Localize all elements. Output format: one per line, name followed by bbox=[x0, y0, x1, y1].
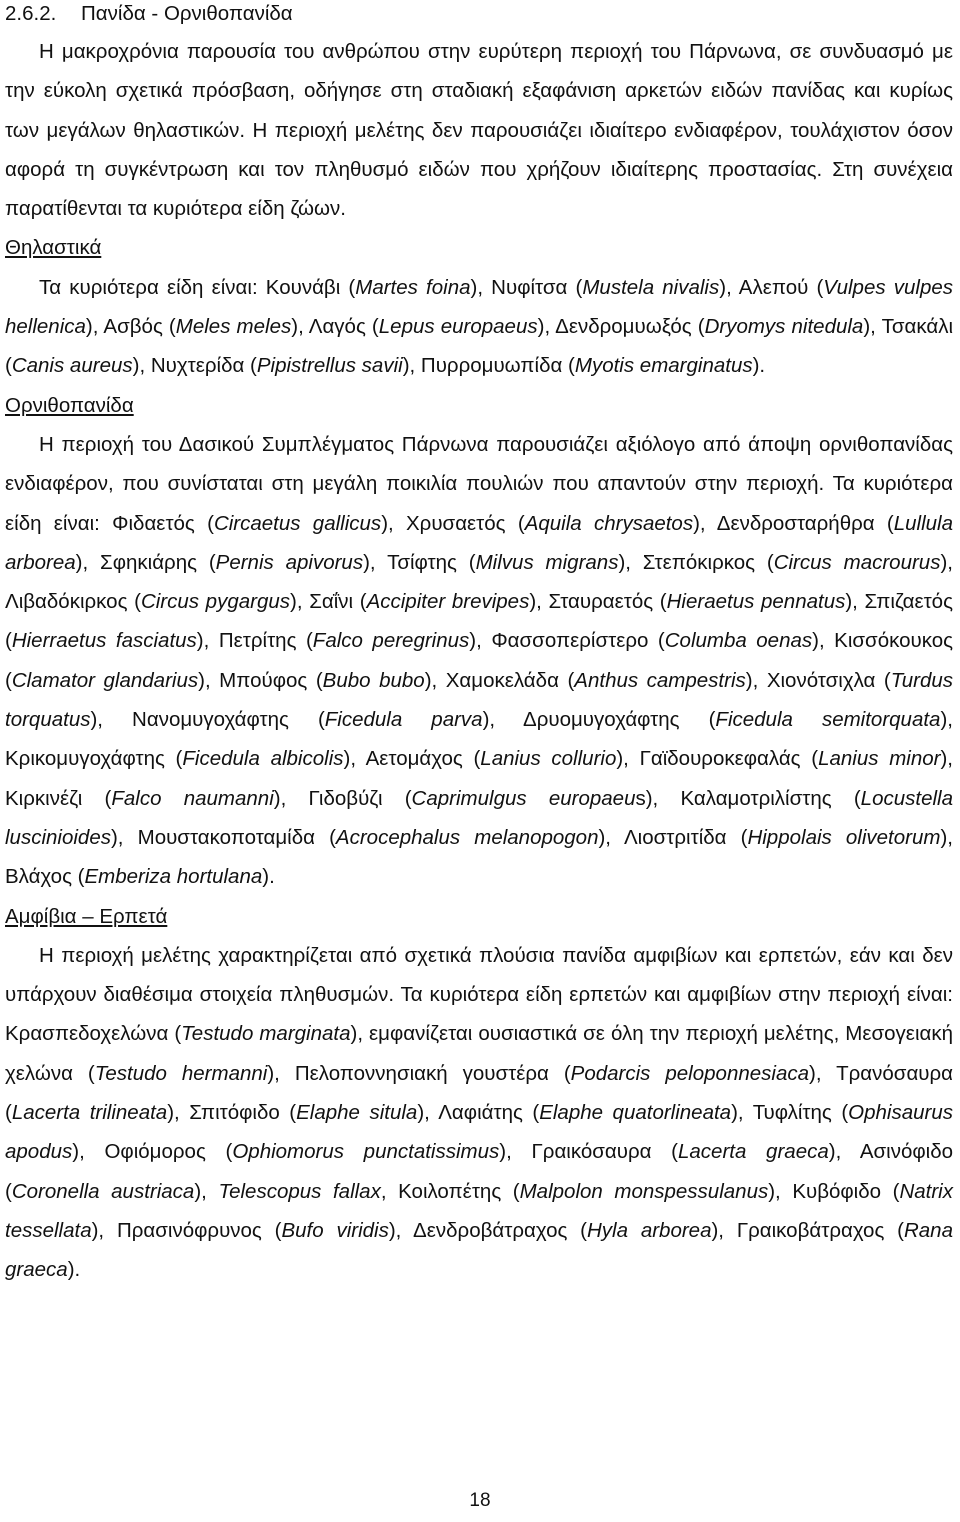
text-run: ), Αλεπού ( bbox=[719, 275, 824, 299]
birds-heading: Ορνιθοπανίδα bbox=[5, 393, 134, 417]
text-run: ), Πετρίτης ( bbox=[196, 629, 313, 653]
species-latin-name: Mustela nivalis bbox=[582, 275, 720, 299]
text-run: ), bbox=[194, 1179, 219, 1203]
text-run: ), Αετομάχος ( bbox=[343, 747, 481, 771]
text-run: ), εμφανίζεται ουσιαστικά σε όλη την περιοχή μελέτης, Μεσογειακή χελώνα ( bbox=[5, 1022, 953, 1085]
species-latin-name: Ophisaurus apodus bbox=[5, 1101, 953, 1164]
species-latin-name: Locustella luscinioides bbox=[5, 786, 953, 849]
text-run: ), Δενδροβάτραχος ( bbox=[388, 1218, 587, 1242]
text-run: ), Χιονότσιχλα ( bbox=[745, 668, 891, 692]
species-latin-name: Natrix tessellata bbox=[5, 1179, 953, 1242]
text-run: ), Σπιζαετός ( bbox=[5, 590, 953, 653]
species-latin-name: Falco peregrinus bbox=[312, 629, 470, 653]
text-run: ), Χρυσαετός ( bbox=[381, 511, 525, 535]
species-latin-name: Lullula arborea bbox=[5, 511, 954, 574]
amphibians-heading: Αμφίβια – Ερπετά bbox=[5, 904, 168, 928]
text-run: ), Λιβαδόκιρκος ( bbox=[5, 550, 953, 614]
text-run: ), Λαγός ( bbox=[291, 315, 379, 339]
species-latin-name: Bubo bubo bbox=[322, 668, 425, 692]
text-run: ), Πελοποννησιακή γουστέρα ( bbox=[267, 1061, 571, 1085]
text-run: ), Πυρρομυωπίδα ( bbox=[402, 354, 575, 378]
species-latin-name: Anthus campestris bbox=[574, 668, 746, 692]
species-latin-name: Bufo viridis bbox=[281, 1218, 389, 1242]
section-number: 2.6.2. bbox=[5, 2, 57, 25]
species-latin-name: Pernis apivorus bbox=[215, 550, 364, 574]
text-run: ), Φασσοπερίστερο ( bbox=[469, 629, 665, 653]
species-latin-name: Milvus migrans bbox=[475, 550, 619, 574]
species-latin-name: Podarcis peloponnesiaca bbox=[570, 1061, 809, 1085]
text-run: ), Σπιτόφιδο ( bbox=[167, 1101, 297, 1125]
text-run: ), Νανομυγοχάφτης ( bbox=[90, 708, 325, 732]
species-latin-name: Ophiomorus punctatissimus bbox=[232, 1140, 500, 1164]
species-latin-name: Testudo hermanni bbox=[94, 1061, 268, 1085]
text-run: ), Τσίφτης ( bbox=[363, 550, 476, 574]
text-run: s), Καλαμοτριλίστης ( bbox=[635, 786, 861, 810]
species-latin-name: Turdus torquatus bbox=[5, 668, 954, 732]
species-latin-name: Acrocephalus melanopogon bbox=[335, 825, 599, 849]
text-run: ), Βλάχος ( bbox=[5, 825, 953, 889]
text-run: ), Νυφίτσα ( bbox=[470, 275, 583, 299]
species-latin-name: Caprimulgus europaeu bbox=[411, 786, 636, 810]
text-run: ), Τυφλίτης ( bbox=[731, 1101, 849, 1125]
text-run: ), Μουστακοποταμίδα ( bbox=[110, 825, 336, 849]
intro-paragraph bbox=[5, 32, 953, 228]
species-latin-name: Clamator glandarius bbox=[11, 668, 199, 692]
text-run: Τα κυριότερα είδη είναι: Κουνάβι ( bbox=[39, 275, 356, 299]
text-run: ), Γιδοβύζι ( bbox=[273, 786, 412, 810]
text-run: ), Σταυραετός ( bbox=[529, 590, 667, 614]
species-latin-name: Malpolon monspessulanus bbox=[519, 1179, 769, 1203]
species-latin-name: Accipiter brevipes bbox=[366, 590, 530, 614]
text-run: ), Σφηκιάρης ( bbox=[75, 550, 216, 574]
amphibians-paragraph bbox=[5, 936, 953, 1290]
species-latin-name: Hippolais olivetorum bbox=[747, 825, 941, 849]
species-latin-name: Aquila chrysaetos bbox=[524, 511, 694, 535]
text-run: ), Τρανόσαυρα ( bbox=[5, 1061, 954, 1125]
species-latin-name: Elaphe situla bbox=[296, 1101, 418, 1125]
species-latin-name: Martes foina bbox=[355, 275, 471, 299]
species-latin-name: Lanius minor bbox=[818, 747, 941, 771]
text-run: ), Σαΐνι ( bbox=[290, 590, 367, 614]
species-latin-name: Hierraetus fasciatus bbox=[11, 629, 197, 653]
text-run: ). bbox=[752, 354, 766, 378]
text-run: ), Ασινόφιδο ( bbox=[5, 1140, 954, 1203]
species-latin-name: Vulpes vulpes hellenica bbox=[5, 275, 954, 339]
text-run: , Κοιλοπέτης ( bbox=[380, 1179, 520, 1203]
text-run: ), Δενδρομυωξός ( bbox=[537, 315, 705, 339]
species-latin-name: Ficedula albicolis bbox=[182, 747, 344, 771]
species-latin-name: Telescopus fallax bbox=[218, 1179, 381, 1203]
species-latin-name: Lepus europaeus bbox=[378, 315, 538, 339]
text-run: ), Νυχτερίδα ( bbox=[132, 354, 257, 378]
text-run: Η μακροχρόνια παρουσία του ανθρώπου στην ευρύτερη περιοχή του Πάρνωνα, σε συνδυασμό με την εύκολη σχετικά πρόσβαση, οδήγησε στη σταδιακή εξαφάνιση αρκετών ειδών πανίδας και κυρίως των μεγάλων θηλαστικών. Η περιοχή μελέτης δεν παρουσιάζει ιδιαίτερο ενδιαφέρον, τουλάχιστον όσον αφορά τη συγκέντρωση και τον πληθυσμό ειδών που χρήζουν ιδιαίτερης προστασίας. Στη συνέχεια παρατίθενται τα κυριότερα είδη ζώων. bbox=[5, 40, 953, 221]
text-run: ), Χαμοκελάδα ( bbox=[424, 668, 575, 692]
text-run: ), Τσακάλι ( bbox=[5, 315, 954, 378]
text-run: Η περιοχή μελέτης χαρακτηρίζεται από σχετικά πλούσια πανίδα αμφιβίων και ερπετών, εάν και δεν υπάρχουν διαθέσιμα στοιχεία πληθυσμών. Τα κυριότερα είδη ερπετών και αμφιβίων στην περιοχή είναι: Κρασπεδοχελώνα ( bbox=[5, 943, 953, 1046]
species-latin-name: Testudo marginata bbox=[181, 1022, 351, 1046]
species-latin-name: Emberiza hortulana bbox=[84, 865, 263, 889]
mammals-heading: Θηλαστικά bbox=[5, 236, 102, 260]
species-latin-name: Circaetus gallicus bbox=[213, 511, 382, 535]
mammals-paragraph bbox=[5, 268, 953, 386]
text-run: ), Κυβόφιδο ( bbox=[768, 1179, 900, 1203]
text-run: ), Κρικομυγοχάφτης ( bbox=[5, 708, 953, 771]
species-latin-name: Meles meles bbox=[175, 315, 292, 339]
species-latin-name: Myotis emarginatus bbox=[574, 354, 753, 378]
text-run: ), Λαφιάτης ( bbox=[417, 1101, 540, 1125]
text-run: ), Δρυομυγοχάφτης ( bbox=[482, 708, 716, 732]
species-latin-name: Elaphe quatorlineata bbox=[539, 1101, 732, 1125]
text-run: ), Δενδροσταρήθρα ( bbox=[693, 511, 894, 535]
text-run: ), Στεπόκιρκος ( bbox=[618, 550, 774, 574]
species-latin-name: Dryomys nitedula bbox=[704, 315, 864, 339]
section-title: Πανίδα - Ορνιθοπανίδα bbox=[81, 2, 293, 25]
text-run: ), Γραικόσαυρα ( bbox=[499, 1140, 678, 1164]
document-body bbox=[5, 32, 953, 1290]
species-latin-name: Ficedula parva bbox=[324, 708, 483, 732]
species-latin-name: Lacerta graeca bbox=[678, 1140, 829, 1164]
text-run: ), Ασβός ( bbox=[85, 315, 176, 339]
text-run: ). bbox=[262, 865, 275, 889]
species-latin-name: Coronella austriaca bbox=[11, 1179, 195, 1203]
text-run: ), Μπούφος ( bbox=[198, 668, 323, 692]
species-latin-name: Hieraetus pennatus bbox=[666, 590, 846, 614]
text-run: ), Οφιόμορος ( bbox=[72, 1140, 233, 1164]
text-run: ), Πρασινόφρυνος ( bbox=[91, 1218, 282, 1242]
birds-paragraph bbox=[5, 425, 953, 897]
text-run: ). bbox=[67, 1258, 81, 1282]
text-run: ), Λιοστριτίδα ( bbox=[598, 825, 748, 849]
text-run: ), Γαϊδουροκεφαλάς ( bbox=[616, 747, 819, 771]
species-latin-name: Lacerta trilineata bbox=[11, 1101, 168, 1125]
species-latin-name: Ficedula semitorquata bbox=[715, 708, 941, 732]
species-latin-name: Pipistrellus savii bbox=[256, 354, 403, 378]
text-run: ), Κισσόκουκος ( bbox=[5, 629, 953, 692]
species-latin-name: Rana graeca bbox=[5, 1218, 953, 1282]
species-latin-name: Circus pygargus bbox=[140, 590, 291, 614]
page-number: 18 bbox=[469, 1490, 491, 1511]
species-latin-name: Falco naumanni bbox=[111, 786, 274, 810]
text-run: ), Γραικοβάτραχος ( bbox=[711, 1218, 904, 1242]
text-run: ), Κιρκινέζι ( bbox=[5, 747, 953, 810]
text-run: Η περιοχή του Δασικού Συμπλέγματος Πάρνωνα παρουσιάζει αξιόλογο από άποψη ορνιθοπανίδας ενδιαφέρον, που συνίσταται στη μεγάλη ποικιλία πουλιών που απαντούν στην περιοχή. Τα κυριότερα είδη είναι: Φιδαετός ( bbox=[5, 432, 953, 535]
species-latin-name: Circus macrourus bbox=[773, 550, 941, 574]
species-latin-name: Lanius collurio bbox=[480, 747, 617, 771]
species-latin-name: Columba oenas bbox=[664, 629, 813, 653]
section-heading bbox=[5, 0, 945, 33]
species-latin-name: Canis aureus bbox=[11, 354, 133, 378]
species-latin-name: Hyla arborea bbox=[587, 1218, 712, 1242]
